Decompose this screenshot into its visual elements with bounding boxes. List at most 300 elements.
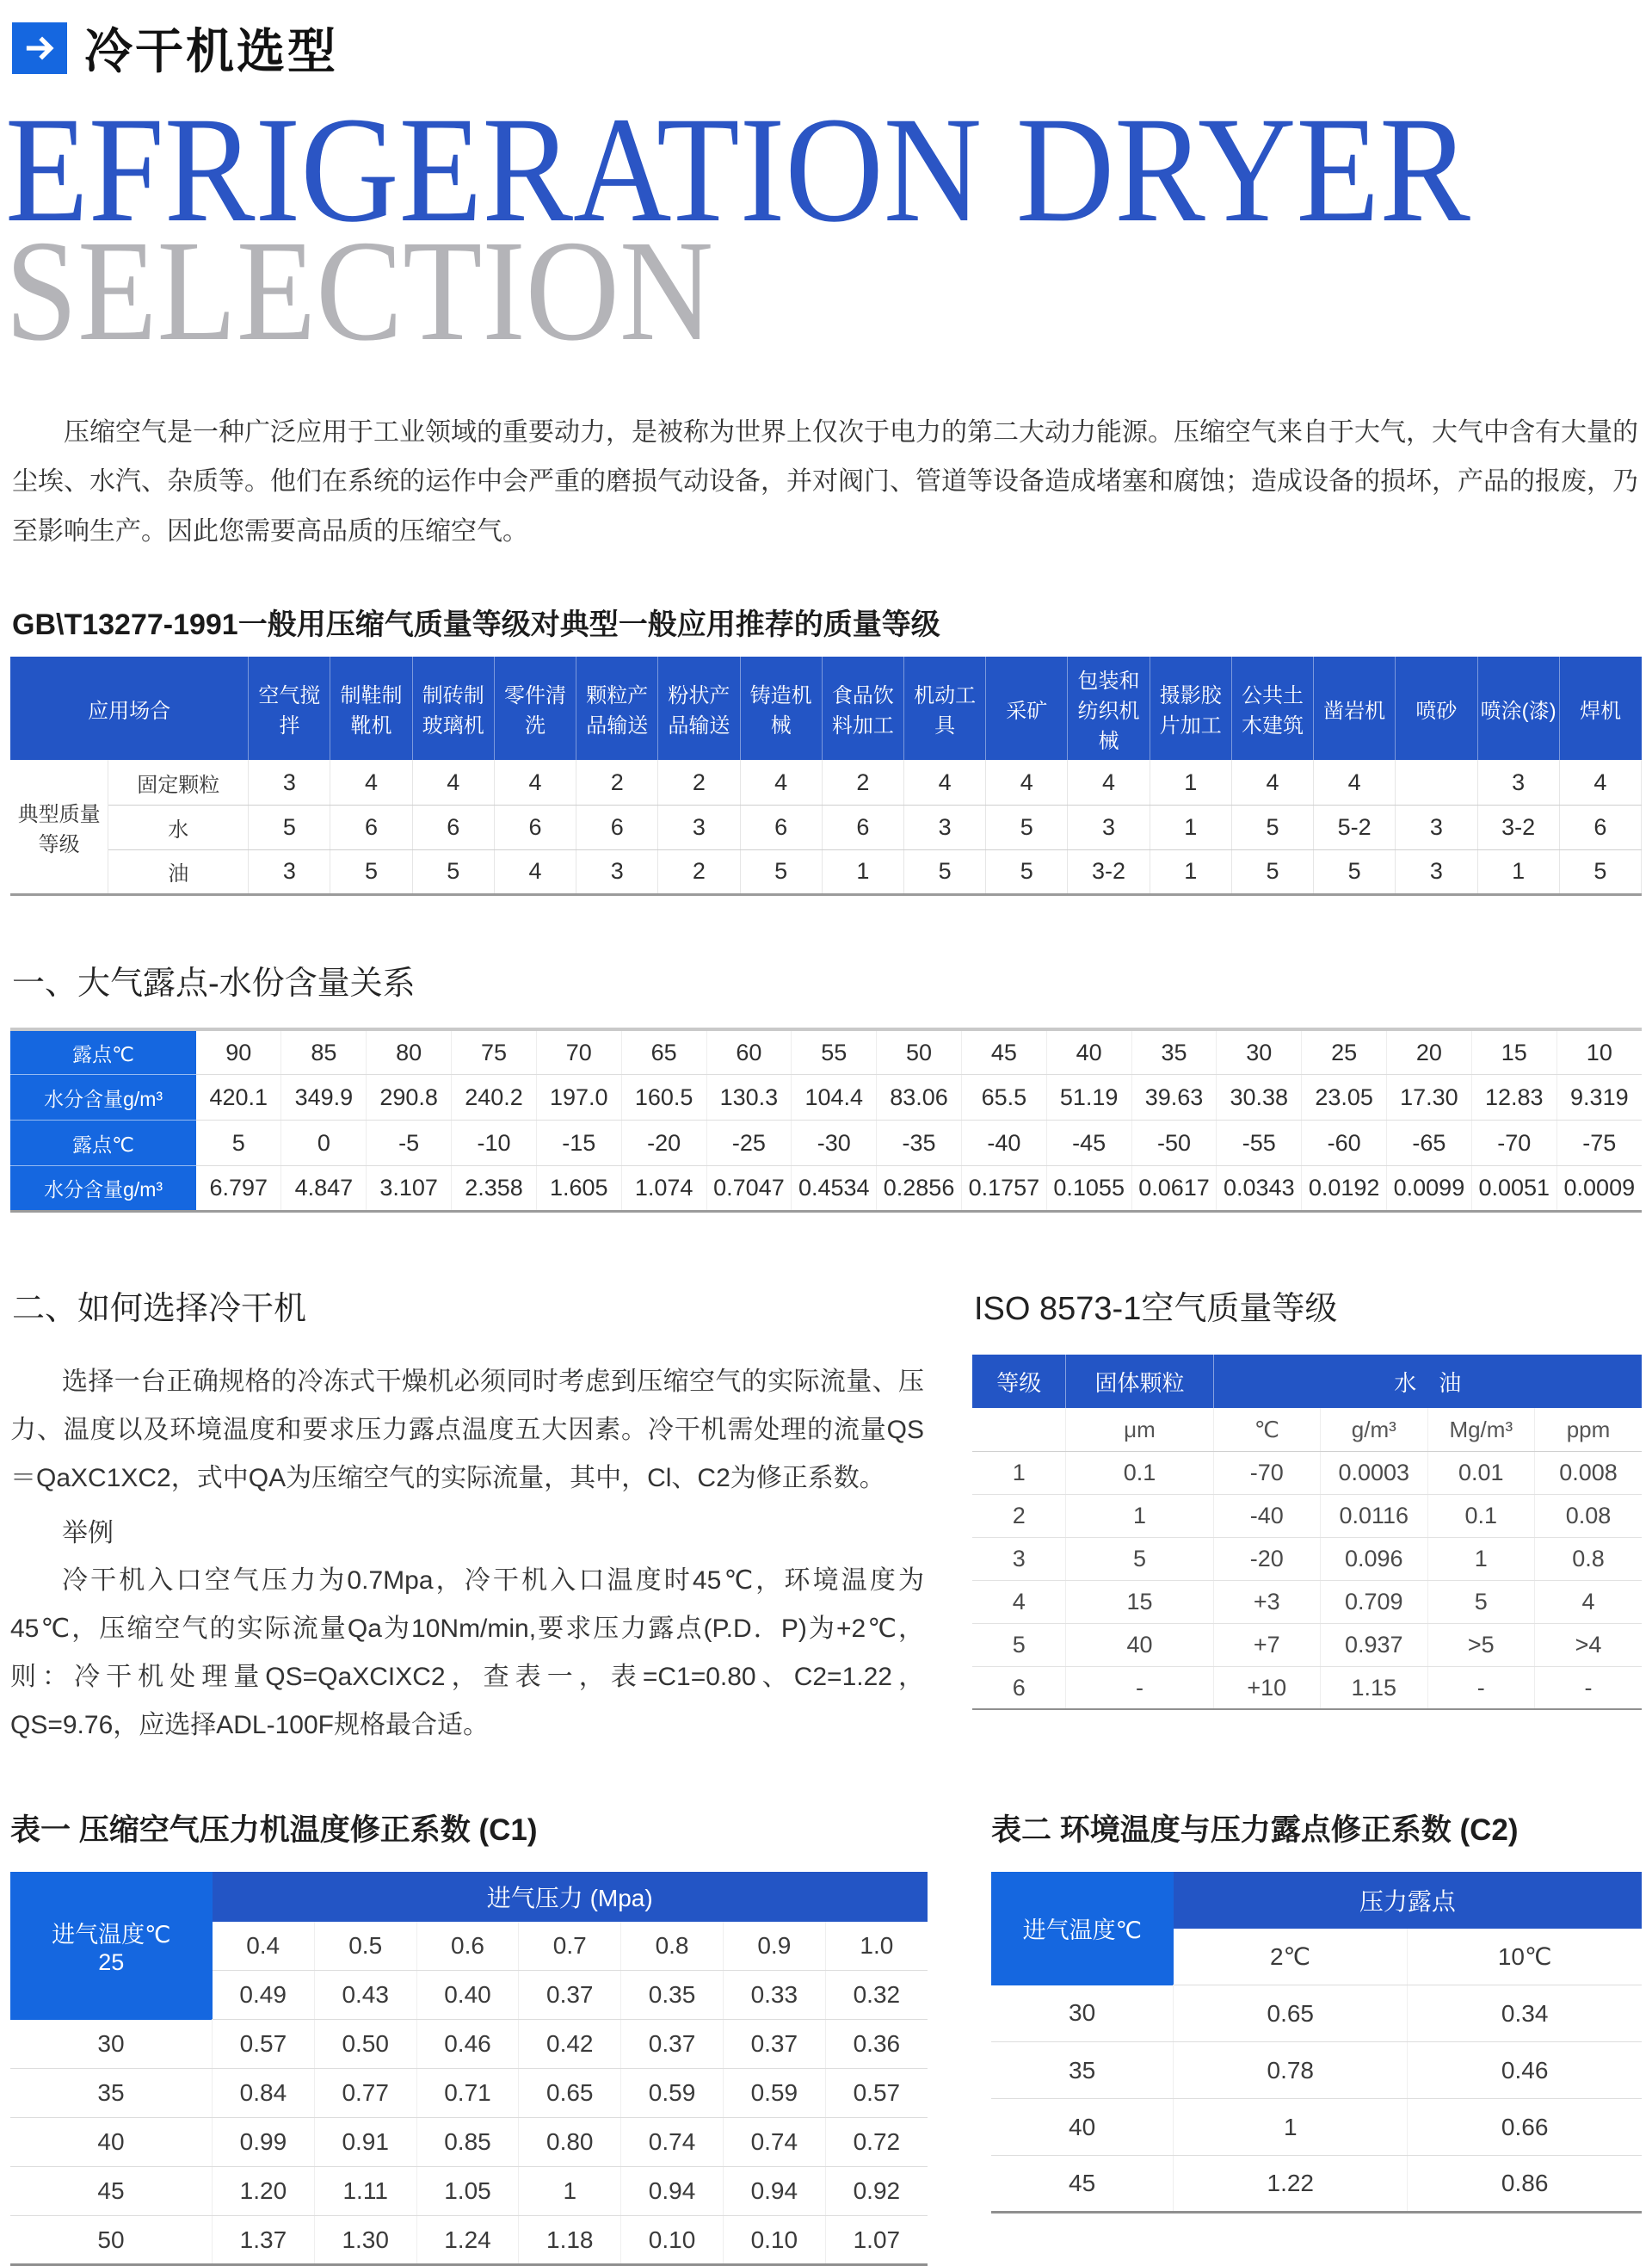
dew-value-cell: 290.8 bbox=[367, 1075, 452, 1121]
iso-data-row bbox=[972, 1580, 1642, 1623]
c1-value-cell: 0.37 bbox=[621, 2020, 724, 2069]
dew-value-cell: 349.9 bbox=[281, 1075, 367, 1121]
gb-value-cell: 6 bbox=[412, 805, 494, 849]
iso-value-cell: 0.01 bbox=[1427, 1451, 1534, 1494]
iso-grade-header: 等级 bbox=[972, 1355, 1066, 1408]
c1-header-row bbox=[10, 1872, 928, 1922]
dew-value-cell: -65 bbox=[1387, 1121, 1472, 1166]
dew-value-cell: 5 bbox=[196, 1121, 281, 1166]
gb-value-cell: 4 bbox=[1231, 760, 1313, 805]
dew-value-cell: 4.847 bbox=[281, 1166, 367, 1212]
gb-column-header: 机动工具 bbox=[903, 657, 985, 760]
how-to-paragraph-1: 选择一台正确规格的冷冻式干燥机必须同时考虑到压缩空气的实际流量、压力、温度以及环境温度和要求压力露点温度五大因素。冷干机需处理的流量QS＝QaXC1XC2，式中QA为压缩空气的实际流量，其中，Cl、C2为修正系数。 bbox=[10, 1368, 924, 1492]
c1-temp-cell: 35 bbox=[10, 2069, 213, 2118]
iso-value-cell: 0.0116 bbox=[1321, 1494, 1427, 1537]
dew-value-cell: 85 bbox=[281, 1029, 367, 1075]
c2-value-cell: 0.66 bbox=[1408, 2099, 1642, 2156]
dew-value-cell: 240.2 bbox=[452, 1075, 537, 1121]
c1-value-cell: 0.10 bbox=[621, 2216, 724, 2265]
gb-column-header: 食品饮料加工 bbox=[822, 657, 903, 760]
gb-value-cell: 1 bbox=[1150, 805, 1231, 849]
gb-value-cell: 3 bbox=[903, 805, 985, 849]
c1-value-cell: 1.20 bbox=[213, 2167, 315, 2216]
gb-value-cell: 5 bbox=[903, 849, 985, 894]
dew-value-cell: 30 bbox=[1217, 1029, 1302, 1075]
c1-value-cell: 0.74 bbox=[723, 2118, 825, 2167]
c1-value-cell: 0.94 bbox=[621, 2167, 724, 2216]
c1-value-cell: 0.37 bbox=[723, 2020, 825, 2069]
gb-value-cell: 4 bbox=[1314, 760, 1396, 805]
dew-value-cell: 17.30 bbox=[1387, 1075, 1472, 1121]
c1-pressure-cell: 0.6 bbox=[416, 1922, 519, 1971]
gb-value-cell: 5 bbox=[1231, 805, 1313, 849]
dew-value-cell: 0.2856 bbox=[877, 1166, 962, 1212]
c2-table-title: 表二 环境温度与压力露点修正系数 (C2) bbox=[991, 1812, 1519, 1847]
dew-value-cell: 75 bbox=[452, 1029, 537, 1075]
gb-data-row bbox=[10, 760, 1642, 805]
c1-value-cell: 0.59 bbox=[723, 2069, 825, 2118]
gb-row-label: 固定颗粒 bbox=[108, 760, 249, 805]
gb-value-cell: 5 bbox=[1314, 849, 1396, 894]
gb-column-header: 空气搅拌 bbox=[249, 657, 330, 760]
c2-header-row bbox=[991, 1872, 1642, 1929]
dew-value-cell: 10 bbox=[1556, 1029, 1642, 1075]
dew-value-cell: 15 bbox=[1471, 1029, 1556, 1075]
iso-unit-cell: g/m³ bbox=[1321, 1408, 1427, 1451]
gb-value-cell: 6 bbox=[1559, 805, 1641, 849]
c2-dewpoint-span-header: 压力露点 bbox=[1174, 1872, 1642, 1929]
iso-value-cell: 6 bbox=[972, 1666, 1066, 1709]
dew-value-cell: 130.3 bbox=[706, 1075, 792, 1121]
iso-value-cell: - bbox=[1427, 1666, 1534, 1709]
dew-value-cell: 0.0617 bbox=[1131, 1166, 1217, 1212]
c1-pressure-cell: 0.9 bbox=[723, 1922, 825, 1971]
dew-value-cell: 23.05 bbox=[1302, 1075, 1387, 1121]
c1-value-cell: 0.49 bbox=[213, 1971, 315, 2020]
iso-value-cell: 0.096 bbox=[1321, 1537, 1427, 1580]
dew-value-cell: 45 bbox=[961, 1029, 1046, 1075]
gb-column-header: 摄影胶片加工 bbox=[1150, 657, 1231, 760]
c2-data-row bbox=[991, 1985, 1642, 2042]
dew-value-cell: 51.19 bbox=[1046, 1075, 1131, 1121]
c2-value-cell: 1 bbox=[1174, 2099, 1408, 2156]
dew-value-cell: -45 bbox=[1046, 1121, 1131, 1166]
gb-value-cell: 1 bbox=[822, 849, 903, 894]
dew-value-cell: 197.0 bbox=[536, 1075, 621, 1121]
c1-value-cell: 0.32 bbox=[825, 1971, 928, 2020]
c1-temp-cell: 45 bbox=[10, 2167, 213, 2216]
dew-value-cell: 30.38 bbox=[1217, 1075, 1302, 1121]
dew-data-row bbox=[10, 1029, 1642, 1075]
gb-header-row bbox=[10, 657, 1642, 760]
page bbox=[0, 14, 1652, 2253]
iso-value-cell: - bbox=[1535, 1666, 1642, 1709]
c1-corner-value: 25 bbox=[98, 1948, 125, 1975]
c1-pressure-cell: 1.0 bbox=[825, 1922, 928, 1971]
dew-value-cell: 65 bbox=[621, 1029, 706, 1075]
c1-data-row bbox=[10, 2118, 928, 2167]
iso-value-cell: 4 bbox=[1535, 1580, 1642, 1623]
iso-units-empty-cell bbox=[972, 1408, 1066, 1451]
gb-value-cell: 2 bbox=[576, 760, 658, 805]
gb-column-header: 粉状产品输送 bbox=[658, 657, 740, 760]
dew-value-cell: 80 bbox=[367, 1029, 452, 1075]
gb-value-cell: 1 bbox=[1150, 760, 1231, 805]
dew-data-row bbox=[10, 1075, 1642, 1121]
c1-pressure-cell: 0.8 bbox=[621, 1922, 724, 1971]
c1-temp-cell: 40 bbox=[10, 2118, 213, 2167]
c1-value-cell: 0.37 bbox=[519, 1971, 621, 2020]
dew-data-row bbox=[10, 1166, 1642, 1212]
c1-value-cell: 0.77 bbox=[314, 2069, 416, 2118]
gb-data-row bbox=[10, 805, 1642, 849]
gb-value-cell: 2 bbox=[658, 760, 740, 805]
dew-row-label: 露点℃ bbox=[10, 1029, 196, 1075]
dew-value-cell: 420.1 bbox=[196, 1075, 281, 1121]
dew-data-row bbox=[10, 1121, 1642, 1166]
gb-column-header: 喷砂 bbox=[1396, 657, 1477, 760]
c2-dewpoint-cell: 10℃ bbox=[1408, 1929, 1642, 1985]
dew-value-cell: 6.797 bbox=[196, 1166, 281, 1212]
gb-column-header: 制鞋制靴机 bbox=[330, 657, 412, 760]
c2-corner-header: 进气温度℃ bbox=[991, 1872, 1174, 1985]
iso-data-row bbox=[972, 1623, 1642, 1666]
gb-column-header: 颗粒产品输送 bbox=[576, 657, 658, 760]
dew-value-cell: 1.074 bbox=[621, 1166, 706, 1212]
c1-temp-cell: 30 bbox=[10, 2020, 213, 2069]
dew-value-cell: 0 bbox=[281, 1121, 367, 1166]
c1-value-cell: 1.11 bbox=[314, 2167, 416, 2216]
iso-header-row bbox=[972, 1355, 1642, 1408]
dew-value-cell: 12.83 bbox=[1471, 1075, 1556, 1121]
gb-column-header: 凿岩机 bbox=[1314, 657, 1396, 760]
dew-value-cell: 0.0192 bbox=[1302, 1166, 1387, 1212]
c1-data-row bbox=[10, 2216, 928, 2265]
iso-value-cell: 5 bbox=[1427, 1580, 1534, 1623]
how-to-paragraph-2: 冷干机入口空气压力为0.7Mpa，冷干机入口温度时45℃，环境温度为45℃，压缩空气的实际流量Qa为10Nm/min,要求压力露点(P.D．P)为+2℃，则：冷干机处理量QS=QaXCIXC2，查表一，表=C1=0.80、C2=1.22，QS=9.76，应选择ADL-100F规格最合适。 bbox=[10, 1566, 924, 1739]
intro-paragraph: 压缩空气是一种广泛应用于工业领域的重要动力，是被称为世界上仅次于电力的第二大动力能源。压缩空气来自于大气，大气中含有大量的尘埃、水汽、杂质等。他们在系统的运作中会严重的磨损气动设备，并对阀门、管道等设备造成堵塞和腐蚀；造成设备的损坏，产品的报废，乃至影响生产。因此您需要高品质的压缩空气。 bbox=[12, 417, 1638, 546]
how-to-title: 二、如何选择冷干机 bbox=[12, 1291, 307, 1328]
gb-data-row bbox=[10, 849, 1642, 894]
how-to-select-column bbox=[10, 1281, 924, 1749]
c1-value-cell: 0.40 bbox=[416, 1971, 519, 2020]
c1-value-cell: 0.36 bbox=[825, 2020, 928, 2069]
page-title-english: EFRIGERATION DRYER bbox=[5, 86, 1470, 254]
c1-data-row bbox=[10, 2069, 928, 2118]
gb-value-cell: 4 bbox=[412, 760, 494, 805]
iso-units-row bbox=[972, 1408, 1642, 1451]
dew-value-cell: 65.5 bbox=[961, 1075, 1046, 1121]
iso-unit-cell: Mg/m³ bbox=[1427, 1408, 1534, 1451]
dew-value-cell: 0.0099 bbox=[1387, 1166, 1472, 1212]
c2-value-cell: 0.78 bbox=[1174, 2042, 1408, 2099]
iso-value-cell: 1 bbox=[1427, 1537, 1534, 1580]
gb-value-cell: 2 bbox=[822, 760, 903, 805]
c1-value-cell: 1.07 bbox=[825, 2216, 928, 2265]
iso-value-cell: 0.1 bbox=[1427, 1494, 1534, 1537]
iso-value-cell: 1 bbox=[972, 1451, 1066, 1494]
dew-value-cell: -60 bbox=[1302, 1121, 1387, 1166]
gb-row-label: 水 bbox=[108, 805, 249, 849]
iso-value-cell: 0.937 bbox=[1321, 1623, 1427, 1666]
c2-data-row bbox=[991, 2156, 1642, 2213]
iso-value-cell: 15 bbox=[1066, 1580, 1213, 1623]
dew-value-cell: 104.4 bbox=[792, 1075, 877, 1121]
gb-value-cell: 3 bbox=[249, 849, 330, 894]
gb-value-cell: 3 bbox=[1396, 805, 1477, 849]
gb-value-cell: 6 bbox=[576, 805, 658, 849]
c1-value-cell: 0.59 bbox=[621, 2069, 724, 2118]
iso-value-cell: 4 bbox=[972, 1580, 1066, 1623]
dew-value-cell: -10 bbox=[452, 1121, 537, 1166]
dew-value-cell: 0.1055 bbox=[1046, 1166, 1131, 1212]
gb-value-cell: 4 bbox=[494, 849, 576, 894]
iso-value-cell: 0.1 bbox=[1066, 1451, 1213, 1494]
dew-value-cell: 0.1757 bbox=[961, 1166, 1046, 1212]
iso-water-oil-header: 水 油 bbox=[1213, 1355, 1642, 1408]
c2-data-row bbox=[991, 2099, 1642, 2156]
dew-value-cell: 0.7047 bbox=[706, 1166, 792, 1212]
c2-temp-cell: 30 bbox=[991, 1985, 1174, 2042]
c1-value-cell: 0.65 bbox=[519, 2069, 621, 2118]
iso-value-cell: +3 bbox=[1213, 1580, 1320, 1623]
c2-temp-cell: 40 bbox=[991, 2099, 1174, 2156]
gb-value-cell: 6 bbox=[740, 805, 822, 849]
dew-value-cell: -30 bbox=[792, 1121, 877, 1166]
dew-value-cell: 0.4534 bbox=[792, 1166, 877, 1212]
page-header bbox=[12, 14, 1642, 83]
c1-pressure-span-header: 进气压力 (Mpa) bbox=[213, 1872, 928, 1922]
gb-value-cell: 1 bbox=[1150, 849, 1231, 894]
c1-value-cell: 0.74 bbox=[621, 2118, 724, 2167]
iso-value-cell: +7 bbox=[1213, 1623, 1320, 1666]
gb-column-header: 公共土木建筑 bbox=[1231, 657, 1313, 760]
iso-value-cell: 1 bbox=[1066, 1494, 1213, 1537]
gb-value-cell: 5-2 bbox=[1314, 805, 1396, 849]
iso-value-cell: -70 bbox=[1213, 1451, 1320, 1494]
dew-value-cell: 0.0009 bbox=[1556, 1166, 1642, 1212]
iso-value-cell: 1.15 bbox=[1321, 1666, 1427, 1709]
dew-row-label: 水分含量g/m³ bbox=[10, 1166, 196, 1212]
iso-value-cell: 3 bbox=[972, 1537, 1066, 1580]
gb-value-cell: 4 bbox=[986, 760, 1068, 805]
gb-value-cell: 3-2 bbox=[1068, 849, 1150, 894]
dew-value-cell: 35 bbox=[1131, 1029, 1217, 1075]
c2-column bbox=[991, 1806, 1642, 2214]
iso-value-cell: 2 bbox=[972, 1494, 1066, 1537]
c1-value-cell: 0.99 bbox=[213, 2118, 315, 2167]
catalog-page bbox=[0, 14, 1652, 2266]
c1-value-cell: 0.33 bbox=[723, 1971, 825, 2020]
gb-value-cell: 3 bbox=[1477, 760, 1559, 805]
c1-data-row bbox=[10, 2167, 928, 2216]
c1-value-cell: 0.91 bbox=[314, 2118, 416, 2167]
c1-value-cell: 0.84 bbox=[213, 2069, 315, 2118]
c1-column bbox=[10, 1806, 928, 2266]
gb-value-cell: 2 bbox=[658, 849, 740, 894]
c2-temp-cell: 35 bbox=[991, 2042, 1174, 2099]
iso-value-cell: 0.8 bbox=[1535, 1537, 1642, 1580]
iso-value-cell: 40 bbox=[1066, 1623, 1213, 1666]
dew-section-title: 一、大气露点-水份含量关系 bbox=[12, 965, 416, 1002]
gb-column-header: 铸造机械 bbox=[740, 657, 822, 760]
dew-value-cell: 20 bbox=[1387, 1029, 1472, 1075]
gb-value-cell: 3 bbox=[249, 760, 330, 805]
c1-value-cell: 1.18 bbox=[519, 2216, 621, 2265]
c1-value-cell: 0.46 bbox=[416, 2020, 519, 2069]
dew-value-cell: 0.0343 bbox=[1217, 1166, 1302, 1212]
iso-data-row bbox=[972, 1537, 1642, 1580]
gb-corner-header: 应用场合 bbox=[10, 657, 249, 760]
gb-column-header: 零件清洗 bbox=[494, 657, 576, 760]
c1-value-cell: 1 bbox=[519, 2167, 621, 2216]
gb-value-cell: 4 bbox=[494, 760, 576, 805]
iso-unit-cell: μm bbox=[1066, 1408, 1213, 1451]
c1-value-cell: 1.30 bbox=[314, 2216, 416, 2265]
gb-value-cell: 1 bbox=[1477, 849, 1559, 894]
gb-value-cell: 4 bbox=[740, 760, 822, 805]
c1-value-cell: 1.37 bbox=[213, 2216, 315, 2265]
c1-pressure-cell: 0.4 bbox=[213, 1922, 315, 1971]
gb-value-cell: 5 bbox=[986, 805, 1068, 849]
gb-column-header: 包装和纺织机械 bbox=[1068, 657, 1150, 760]
iso-column bbox=[972, 1281, 1642, 1710]
gb-value-cell: 5 bbox=[1559, 849, 1641, 894]
iso-value-cell: 5 bbox=[1066, 1537, 1213, 1580]
c1-pressure-cell: 0.7 bbox=[519, 1922, 621, 1971]
gb-column-header: 制砖制玻璃机 bbox=[412, 657, 494, 760]
dew-value-cell: -20 bbox=[621, 1121, 706, 1166]
gb-value-cell: 5 bbox=[740, 849, 822, 894]
dew-value-cell: 1.605 bbox=[536, 1166, 621, 1212]
iso-value-cell: -20 bbox=[1213, 1537, 1320, 1580]
c1-correction-table bbox=[10, 1872, 928, 2266]
c2-value-cell: 0.46 bbox=[1408, 2042, 1642, 2099]
c2-value-cell: 0.34 bbox=[1408, 1985, 1642, 2042]
c2-temp-cell: 45 bbox=[991, 2156, 1174, 2213]
c1-table-title: 表一 压缩空气压力机温度修正系数 (C1) bbox=[10, 1812, 538, 1847]
iso-particles-header: 固体颗粒 bbox=[1066, 1355, 1213, 1408]
iso-air-quality-table bbox=[972, 1355, 1642, 1710]
iso-value-cell: 5 bbox=[972, 1623, 1066, 1666]
c2-data-row bbox=[991, 2042, 1642, 2099]
page-title: 冷干机选型 bbox=[84, 24, 338, 78]
c1-pressure-cell: 0.5 bbox=[314, 1922, 416, 1971]
gb-column-header: 焊机 bbox=[1559, 657, 1641, 760]
gb-value-cell: 4 bbox=[1559, 760, 1641, 805]
dew-value-cell: 70 bbox=[536, 1029, 621, 1075]
gb-value-cell: 4 bbox=[903, 760, 985, 805]
c1-value-cell: 0.72 bbox=[825, 2118, 928, 2167]
how-to-example-label: 举例 bbox=[62, 1518, 114, 1547]
dew-value-cell: 25 bbox=[1302, 1029, 1387, 1075]
c1-value-cell: 0.85 bbox=[416, 2118, 519, 2167]
c1-value-cell: 0.94 bbox=[723, 2167, 825, 2216]
c1-value-cell: 1.05 bbox=[416, 2167, 519, 2216]
dew-value-cell: 40 bbox=[1046, 1029, 1131, 1075]
c1-value-cell: 0.50 bbox=[314, 2020, 416, 2069]
arrow-icon bbox=[12, 22, 67, 74]
gb-value-cell: 4 bbox=[330, 760, 412, 805]
c1-value-cell: 0.35 bbox=[621, 1971, 724, 2020]
gb-value-cell: 5 bbox=[986, 849, 1068, 894]
dew-row-label: 露点℃ bbox=[10, 1121, 196, 1166]
c2-value-cell: 0.65 bbox=[1174, 1985, 1408, 2042]
dew-value-cell: 3.107 bbox=[367, 1166, 452, 1212]
dew-value-cell: 83.06 bbox=[877, 1075, 962, 1121]
dew-point-table bbox=[10, 1028, 1642, 1213]
iso-unit-cell: ℃ bbox=[1213, 1408, 1320, 1451]
gb-table-title: GB\T13277-1991一般用压缩气质量等级对典型一般应用推荐的质量等级 bbox=[12, 608, 940, 642]
dew-value-cell: 50 bbox=[877, 1029, 962, 1075]
c1-value-cell: 0.57 bbox=[825, 2069, 928, 2118]
c1-value-cell: 0.10 bbox=[723, 2216, 825, 2265]
iso-value-cell: -40 bbox=[1213, 1494, 1320, 1537]
gb-column-header: 喷涂(漆) bbox=[1477, 657, 1559, 760]
iso-data-row bbox=[972, 1451, 1642, 1494]
iso-value-cell: >4 bbox=[1535, 1623, 1642, 1666]
gb-quality-grade-table bbox=[10, 657, 1642, 896]
dew-value-cell: -40 bbox=[961, 1121, 1046, 1166]
iso-data-row bbox=[972, 1494, 1642, 1537]
iso-value-cell: - bbox=[1066, 1666, 1213, 1709]
page-subtitle-english: SELECTION bbox=[5, 210, 714, 371]
gb-value-cell: 3 bbox=[1396, 849, 1477, 894]
dew-value-cell: -70 bbox=[1471, 1121, 1556, 1166]
gb-value-cell: 3 bbox=[576, 849, 658, 894]
gb-value-cell: 5 bbox=[330, 849, 412, 894]
dew-value-cell: -35 bbox=[877, 1121, 962, 1166]
dew-value-cell: 0.0051 bbox=[1471, 1166, 1556, 1212]
dew-row-label: 水分含量g/m³ bbox=[10, 1075, 196, 1121]
c2-correction-table bbox=[991, 1872, 1642, 2214]
c1-value-cell: 0.43 bbox=[314, 1971, 416, 2020]
middle-section bbox=[10, 1281, 1642, 1749]
dew-value-cell: -50 bbox=[1131, 1121, 1217, 1166]
c1-corner-header bbox=[10, 1872, 213, 2020]
c1-value-cell: 1.24 bbox=[416, 2216, 519, 2265]
c2-value-cell: 1.22 bbox=[1174, 2156, 1408, 2213]
dew-value-cell: 9.319 bbox=[1556, 1075, 1642, 1121]
gb-value-cell: 3-2 bbox=[1477, 805, 1559, 849]
gb-row-label: 油 bbox=[108, 849, 249, 894]
iso-value-cell: 0.08 bbox=[1535, 1494, 1642, 1537]
dew-value-cell: 160.5 bbox=[621, 1075, 706, 1121]
dew-value-cell: -75 bbox=[1556, 1121, 1642, 1166]
c1-value-cell: 0.57 bbox=[213, 2020, 315, 2069]
gb-value-cell bbox=[1396, 760, 1477, 805]
c1-corner-label: 进气温度℃ bbox=[52, 1921, 171, 1948]
dew-value-cell: -55 bbox=[1217, 1121, 1302, 1166]
gb-value-cell: 5 bbox=[1231, 849, 1313, 894]
dew-value-cell: 55 bbox=[792, 1029, 877, 1075]
c1-temp-cell: 50 bbox=[10, 2216, 213, 2265]
dew-value-cell: 39.63 bbox=[1131, 1075, 1217, 1121]
iso-value-cell: 0.008 bbox=[1535, 1451, 1642, 1494]
gb-row-group-label: 典型质量等级 bbox=[10, 760, 108, 894]
dew-value-cell: -5 bbox=[367, 1121, 452, 1166]
iso-value-cell: >5 bbox=[1427, 1623, 1534, 1666]
gb-value-cell: 5 bbox=[249, 805, 330, 849]
c2-value-cell: 0.86 bbox=[1408, 2156, 1642, 2213]
gb-value-cell: 6 bbox=[494, 805, 576, 849]
bottom-section bbox=[10, 1806, 1642, 2266]
gb-column-header: 采矿 bbox=[986, 657, 1068, 760]
gb-value-cell: 3 bbox=[658, 805, 740, 849]
dew-value-cell: 2.358 bbox=[452, 1166, 537, 1212]
c1-value-cell: 0.92 bbox=[825, 2167, 928, 2216]
iso-value-cell: 0.709 bbox=[1321, 1580, 1427, 1623]
